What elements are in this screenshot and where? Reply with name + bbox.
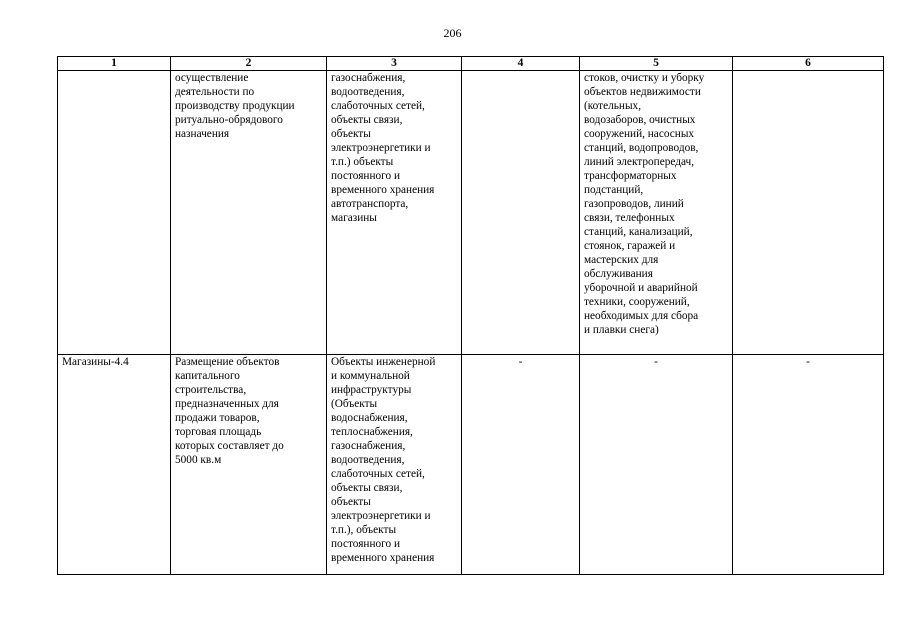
row2-col4-cell xyxy=(462,355,580,575)
row1-col6-cell xyxy=(733,71,884,355)
page-number: 206 xyxy=(443,26,462,40)
column-header-2: 2 xyxy=(171,57,327,71)
row2-col1-text: Магазины-4.4 xyxy=(62,356,129,368)
column-header-6: 6 xyxy=(733,57,884,71)
row2-col2-cell xyxy=(171,355,327,575)
row1-col2-cell xyxy=(171,71,327,355)
row1-col1-cell xyxy=(58,71,171,355)
row2-col2-text: Размещение объектов капитального строительства, предназначенных для продажи товаров, торговая площадь которых составляет до 5000 кв.м xyxy=(175,356,284,466)
row1-col5-text: стоков, очистку и уборку объектов недвижимости (котельных, водозаборов, очистных сооружений, насосных станций, водопроводов, линий электропередач, трансформаторных подстанций, газопроводов, линий связи, телефонных станций, канализаций, стоянок, гаражей и мастерских для обслуживания уборочной и аварийной техники, сооружений, необходимых для сбора и плавки снега) xyxy=(584,72,705,336)
row2-col5-text: - xyxy=(654,356,658,368)
column-header-4: 4 xyxy=(462,57,580,71)
row1-col3-cell xyxy=(327,71,462,355)
row2-col6-cell xyxy=(733,355,884,575)
row1-col3-text: газоснабжения, водоотведения, слаботочных сетей, объекты связи, объекты электроэнергетики и т.п.) объекты постоянного и временного хранения автотранспорта, магазины xyxy=(331,72,435,224)
row2-col6-text: - xyxy=(806,356,810,368)
table-row xyxy=(58,71,884,355)
row2-col3-text: Объекты инженерной и коммунальной инфраструктуры (Объекты водоснабжения, теплоснабжения, газоснабжения, водоотведения, слаботочных сетей, объекты связи, объекты электроэнергетики и т.п.), объекты постоянного и временного хранения xyxy=(331,356,436,564)
row1-col4-cell xyxy=(462,71,580,355)
regulations-table xyxy=(57,56,884,575)
row1-col2-text: осуществление деятельности по производству продукции ритуально-обрядового назначения xyxy=(175,72,295,140)
column-header-5: 5 xyxy=(580,57,733,71)
row2-col4-text: - xyxy=(518,356,523,368)
row2-col3-cell xyxy=(327,355,462,575)
row1-col5-cell xyxy=(580,71,733,355)
column-header-1: 1 xyxy=(58,57,171,71)
row2-col1-cell xyxy=(58,355,171,575)
table-row xyxy=(58,355,884,575)
column-header-3: 3 xyxy=(327,57,462,71)
table-header-row xyxy=(58,57,884,71)
row2-col5-cell xyxy=(580,355,733,575)
